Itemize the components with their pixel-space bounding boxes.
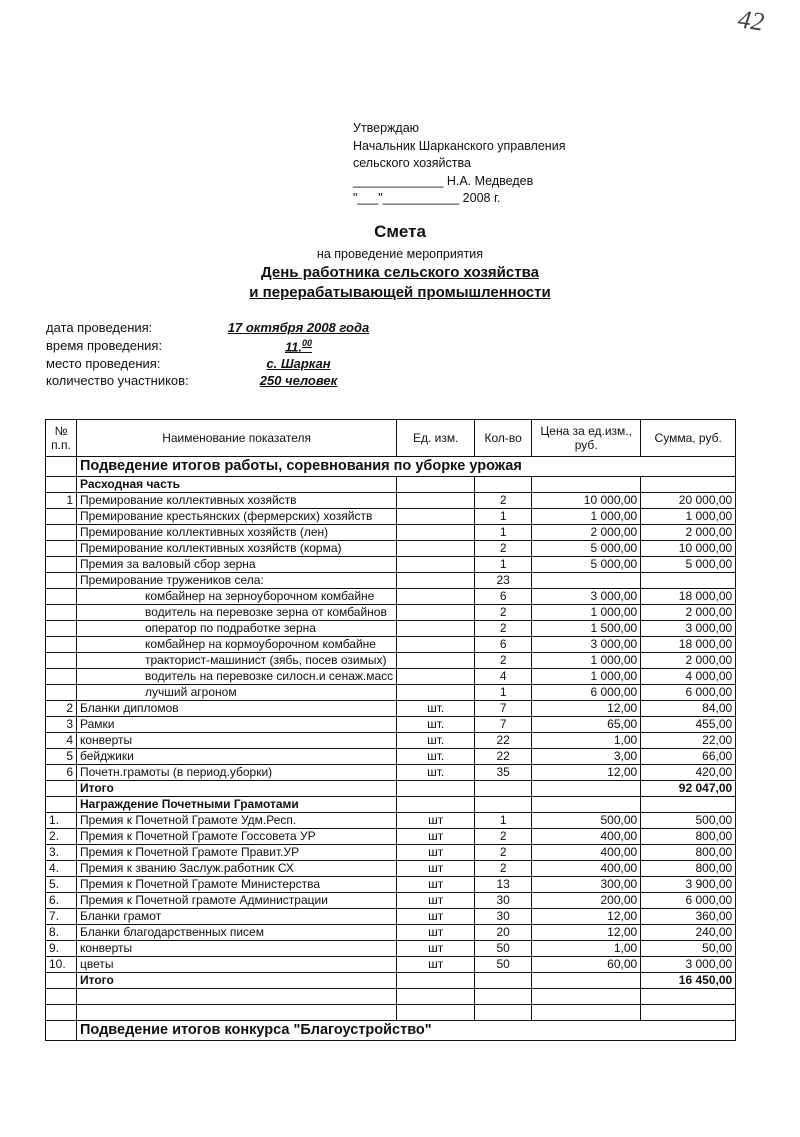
table-row — [46, 685, 736, 701]
row-name: бейджики — [77, 749, 397, 765]
table-header-row — [46, 420, 736, 457]
row-unit — [397, 637, 475, 653]
row-price: 6 000,00 — [532, 685, 641, 701]
row-unit — [397, 493, 475, 509]
row-num — [46, 621, 77, 637]
row-price: 400,00 — [532, 861, 641, 877]
row-sum: 360,00 — [641, 909, 736, 925]
total-label: Итого — [77, 973, 397, 989]
row-num: 2 — [46, 701, 77, 717]
row-name: комбайнер на зерноуборочном комбайне — [77, 589, 397, 605]
row-unit: шт — [397, 813, 475, 829]
empty-row — [46, 1005, 736, 1021]
approval-line: Утверждаю — [353, 121, 420, 135]
row-qty: 2 — [475, 621, 532, 637]
row-price: 1 000,00 — [532, 669, 641, 685]
header-name: Наименование показателя — [77, 420, 397, 457]
row-name: Премия за валовый сбор зерна — [77, 557, 397, 573]
row-name: Премия к Почетной Грамоте Удм.Респ. — [77, 813, 397, 829]
row-name: Премирование коллективных хозяйств (лен) — [77, 525, 397, 541]
table-row — [46, 541, 736, 557]
row-sum: 6 000,00 — [641, 685, 736, 701]
row-price: 1 000,00 — [532, 653, 641, 669]
row-name: Рамки — [77, 717, 397, 733]
row-name: Бланки благодарственных писем — [77, 925, 397, 941]
place-label: место проведения: — [46, 356, 161, 371]
row-qty: 1 — [475, 525, 532, 541]
count-label: количество участников: — [46, 373, 189, 388]
row-price: 300,00 — [532, 877, 641, 893]
row-price: 1 000,00 — [532, 605, 641, 621]
row-qty: 35 — [475, 765, 532, 781]
row-num — [46, 589, 77, 605]
row-qty: 1 — [475, 509, 532, 525]
table-row — [46, 525, 736, 541]
row-num — [46, 685, 77, 701]
row-price: 1 000,00 — [532, 509, 641, 525]
row-num: 7. — [46, 909, 77, 925]
row-name: лучший агроном — [77, 685, 397, 701]
row-name: Бланки грамот — [77, 909, 397, 925]
row-qty: 20 — [475, 925, 532, 941]
row-unit: шт — [397, 925, 475, 941]
row-qty: 1 — [475, 557, 532, 573]
table-row — [46, 861, 736, 877]
table-row — [46, 749, 736, 765]
row-qty: 2 — [475, 493, 532, 509]
row-unit: шт — [397, 845, 475, 861]
row-unit — [397, 541, 475, 557]
row-sum: 800,00 — [641, 845, 736, 861]
approval-signature: _____________ Н.А. Медведев — [353, 173, 534, 188]
expense-label: Расходная часть — [77, 477, 397, 493]
header-unit: Ед. изм. — [397, 420, 475, 457]
row-sum: 50,00 — [641, 941, 736, 957]
header-qty: Кол-во — [475, 420, 532, 457]
row-num — [46, 669, 77, 685]
row-price: 1 500,00 — [532, 621, 641, 637]
section-row — [46, 1021, 736, 1041]
row-num: 4. — [46, 861, 77, 877]
table-row — [46, 589, 736, 605]
row-qty: 50 — [475, 957, 532, 973]
row-num: 10. — [46, 957, 77, 973]
row-sum: 1 000,00 — [641, 509, 736, 525]
row-qty: 30 — [475, 893, 532, 909]
section-title: Подведение итогов работы, соревнования по уборке урожая — [77, 457, 736, 477]
row-name: цветы — [77, 957, 397, 973]
row-name: комбайнер на кормоуборочном комбайне — [77, 637, 397, 653]
row-price: 400,00 — [532, 829, 641, 845]
row-sum: 2 000,00 — [641, 653, 736, 669]
row-name: Премия к Почетной Грамоте Госсовета УР — [77, 829, 397, 845]
total-row — [46, 973, 736, 989]
row-num: 9. — [46, 941, 77, 957]
row-sum: 5 000,00 — [641, 557, 736, 573]
row-price: 12,00 — [532, 909, 641, 925]
row-sum: 66,00 — [641, 749, 736, 765]
total-label: Итого — [77, 781, 397, 797]
row-num: 3 — [46, 717, 77, 733]
row-price: 1,00 — [532, 941, 641, 957]
row-sum: 84,00 — [641, 701, 736, 717]
table-row — [46, 813, 736, 829]
row-name: водитель на перевозке силосн.и сенаж.масс — [77, 669, 397, 685]
row-sum: 10 000,00 — [641, 541, 736, 557]
row-qty: 50 — [475, 941, 532, 957]
section-title: Подведение итогов конкурса "Благоустройство" — [77, 1021, 736, 1041]
row-sum: 455,00 — [641, 717, 736, 733]
row-name: Премия к Почетной грамоте Администрации — [77, 893, 397, 909]
table-row — [46, 637, 736, 653]
time-label: время проведения: — [46, 338, 163, 353]
row-unit — [397, 685, 475, 701]
row-unit: шт — [397, 941, 475, 957]
table-row — [46, 909, 736, 925]
row-name: Премия к званию Заслуж.работник СХ — [77, 861, 397, 877]
row-qty: 6 — [475, 637, 532, 653]
row-price: 12,00 — [532, 765, 641, 781]
row-sum: 22,00 — [641, 733, 736, 749]
row-num: 6 — [46, 765, 77, 781]
row-sum: 3 000,00 — [641, 957, 736, 973]
row-sum: 500,00 — [641, 813, 736, 829]
row-unit: шт. — [397, 701, 475, 717]
row-unit: шт. — [397, 749, 475, 765]
row-sum: 2 000,00 — [641, 525, 736, 541]
row-unit: шт — [397, 893, 475, 909]
row-sum: 20 000,00 — [641, 493, 736, 509]
row-num: 4 — [46, 733, 77, 749]
event-name-line1: День работника сельского хозяйства — [261, 264, 539, 281]
table-row — [46, 829, 736, 845]
row-sum: 800,00 — [641, 829, 736, 845]
row-unit — [397, 573, 475, 589]
row-name: Бланки дипломов — [77, 701, 397, 717]
header-sum: Сумма, руб. — [641, 420, 736, 457]
row-sum — [641, 573, 736, 589]
table-row — [46, 493, 736, 509]
time-hours: 11. — [284, 339, 303, 355]
row-sum: 420,00 — [641, 765, 736, 781]
expense-row — [46, 477, 736, 493]
row-sum: 3 900,00 — [641, 877, 736, 893]
row-name: оператор по подработке зерна — [77, 621, 397, 637]
table-row — [46, 701, 736, 717]
row-num — [46, 557, 77, 573]
row-name: Почетн.грамоты (в период.уборки) — [77, 765, 397, 781]
row-unit: шт. — [397, 733, 475, 749]
document-subtitle: на проведение мероприятия — [316, 247, 484, 261]
count-value: 250 человек — [259, 373, 338, 388]
approval-department: сельского хозяйства — [353, 156, 471, 170]
row-unit — [397, 669, 475, 685]
row-name: Премирование крестьянских (фермерских) хозяйств — [77, 509, 397, 525]
row-unit: шт. — [397, 717, 475, 733]
row-name: Премирование тружеников села: — [77, 573, 397, 589]
row-sum: 800,00 — [641, 861, 736, 877]
row-sum: 3 000,00 — [641, 621, 736, 637]
table-row — [46, 653, 736, 669]
row-qty: 22 — [475, 749, 532, 765]
total-value: 92 047,00 — [641, 781, 736, 797]
approval-position: Начальник Шарканского управления — [353, 138, 566, 153]
row-price: 2 000,00 — [532, 525, 641, 541]
row-sum: 240,00 — [641, 925, 736, 941]
row-price: 65,00 — [532, 717, 641, 733]
row-unit — [397, 509, 475, 525]
table-row — [46, 893, 736, 909]
place-value: с. Шаркан — [266, 356, 331, 371]
time-value — [206, 338, 391, 354]
header-num: № п.п. — [46, 420, 77, 457]
row-unit: шт — [397, 957, 475, 973]
awards-label: Награждение Почетными Грамотами — [77, 797, 397, 813]
table-row — [46, 925, 736, 941]
row-name: Премирование коллективных хозяйств — [77, 493, 397, 509]
table-row — [46, 957, 736, 973]
row-name: конверты — [77, 941, 397, 957]
row-qty: 2 — [475, 653, 532, 669]
row-name: Премирование коллективных хозяйств (корма) — [77, 541, 397, 557]
row-qty: 2 — [475, 605, 532, 621]
row-qty: 4 — [475, 669, 532, 685]
row-qty: 1 — [475, 813, 532, 829]
approval-date: "___"___________ 2008 г. — [353, 191, 501, 205]
row-qty: 2 — [475, 541, 532, 557]
page-number: 42 — [736, 4, 766, 37]
row-unit — [397, 525, 475, 541]
row-num — [46, 605, 77, 621]
row-qty: 2 — [475, 861, 532, 877]
row-sum: 4 000,00 — [641, 669, 736, 685]
table-row — [46, 557, 736, 573]
row-price: 400,00 — [532, 845, 641, 861]
row-unit — [397, 605, 475, 621]
row-price: 1,00 — [532, 733, 641, 749]
row-num: 8. — [46, 925, 77, 941]
table-row — [46, 765, 736, 781]
row-name: Премия к Почетной Грамоте Правит.УР — [77, 845, 397, 861]
row-num — [46, 573, 77, 589]
row-price — [532, 573, 641, 589]
row-unit: шт — [397, 829, 475, 845]
row-price: 12,00 — [532, 701, 641, 717]
header-price: Цена за ед.изм., руб. — [532, 420, 641, 457]
table-row — [46, 845, 736, 861]
document-title: Смета — [374, 222, 426, 241]
time-minutes: 00 — [302, 338, 313, 348]
table-row — [46, 733, 736, 749]
row-qty: 7 — [475, 717, 532, 733]
row-unit — [397, 589, 475, 605]
row-qty: 1 — [475, 685, 532, 701]
row-sum: 18 000,00 — [641, 589, 736, 605]
date-label: дата проведения: — [46, 320, 153, 335]
row-num: 3. — [46, 845, 77, 861]
row-qty: 6 — [475, 589, 532, 605]
row-unit: шт. — [397, 765, 475, 781]
row-price: 200,00 — [532, 893, 641, 909]
row-num — [46, 509, 77, 525]
row-qty: 23 — [475, 573, 532, 589]
row-num: 5 — [46, 749, 77, 765]
row-name: тракторист-машинист (зябь, посев озимых) — [77, 653, 397, 669]
table-row — [46, 877, 736, 893]
row-price: 500,00 — [532, 813, 641, 829]
table-row — [46, 509, 736, 525]
table-row — [46, 717, 736, 733]
row-num: 1. — [46, 813, 77, 829]
row-num: 1 — [46, 493, 77, 509]
table-row — [46, 621, 736, 637]
row-num: 5. — [46, 877, 77, 893]
row-price: 60,00 — [532, 957, 641, 973]
row-unit — [397, 557, 475, 573]
awards-row — [46, 797, 736, 813]
estimate-table — [45, 419, 736, 1041]
row-name: водитель на перевозке зерна от комбайнов — [77, 605, 397, 621]
row-qty: 13 — [475, 877, 532, 893]
row-qty: 30 — [475, 909, 532, 925]
row-sum: 2 000,00 — [641, 605, 736, 621]
row-price: 12,00 — [532, 925, 641, 941]
section-row — [46, 457, 736, 477]
date-value: 17 октября 2008 года — [227, 320, 370, 335]
empty-row — [46, 989, 736, 1005]
total-row — [46, 781, 736, 797]
row-num — [46, 541, 77, 557]
row-price: 5 000,00 — [532, 541, 641, 557]
row-price: 3 000,00 — [532, 589, 641, 605]
row-name: конверты — [77, 733, 397, 749]
row-unit: шт — [397, 877, 475, 893]
row-unit: шт — [397, 909, 475, 925]
table-row — [46, 669, 736, 685]
table-row — [46, 605, 736, 621]
row-num: 6. — [46, 893, 77, 909]
row-qty: 2 — [475, 829, 532, 845]
row-price: 10 000,00 — [532, 493, 641, 509]
row-price: 5 000,00 — [532, 557, 641, 573]
row-qty: 22 — [475, 733, 532, 749]
row-unit — [397, 653, 475, 669]
row-price: 3,00 — [532, 749, 641, 765]
row-sum: 6 000,00 — [641, 893, 736, 909]
row-num — [46, 525, 77, 541]
row-unit — [397, 621, 475, 637]
row-num — [46, 653, 77, 669]
table-row — [46, 941, 736, 957]
row-name: Премия к Почетной Грамоте Министерства — [77, 877, 397, 893]
row-sum: 18 000,00 — [641, 637, 736, 653]
row-qty: 7 — [475, 701, 532, 717]
row-unit: шт — [397, 861, 475, 877]
approval-block — [353, 120, 565, 208]
row-num — [46, 637, 77, 653]
event-name-line2: и перерабатывающей промышленности — [249, 284, 551, 301]
total-value: 16 450,00 — [641, 973, 736, 989]
row-price: 3 000,00 — [532, 637, 641, 653]
row-qty: 2 — [475, 845, 532, 861]
table-row — [46, 573, 736, 589]
row-num: 2. — [46, 829, 77, 845]
